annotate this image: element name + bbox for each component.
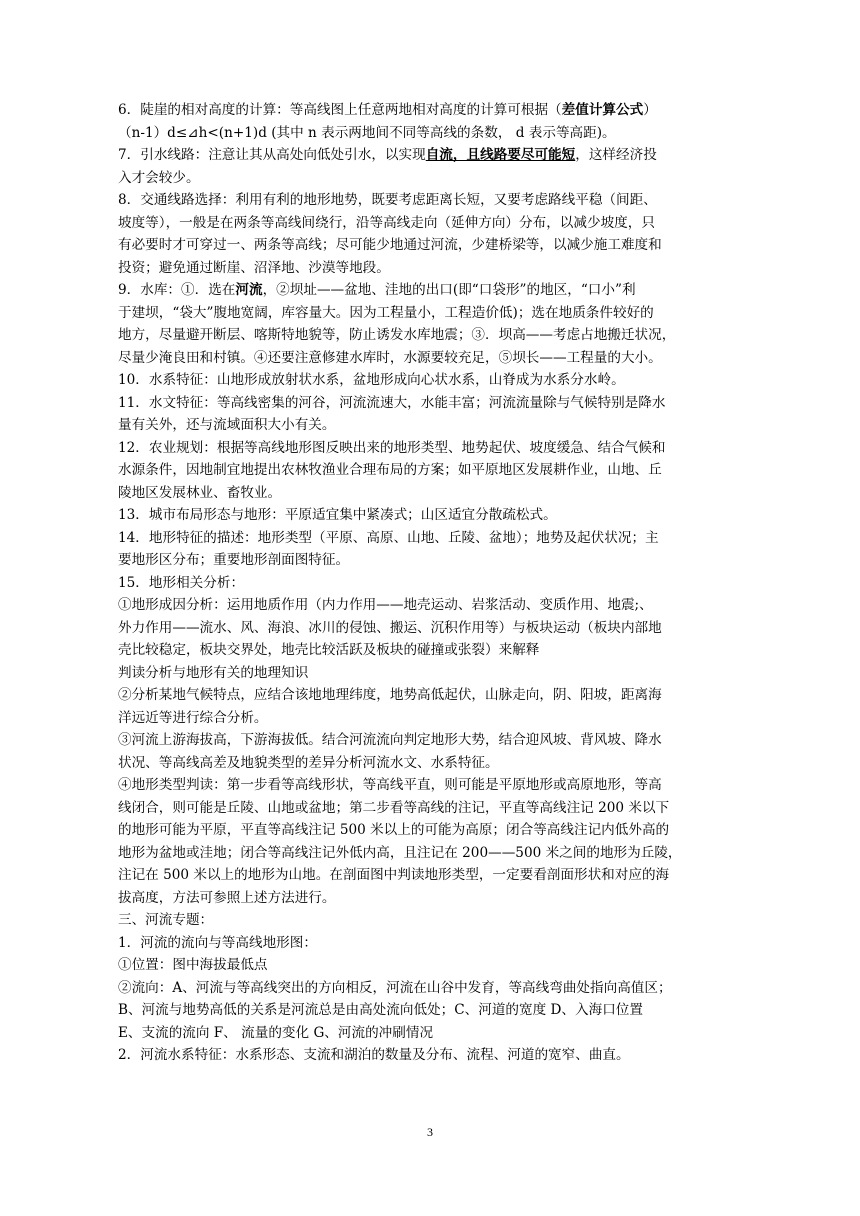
text-line — [118, 729, 736, 752]
text-segment: E、支流的流向 F、 流量的变化 G、河流的冲刷情况 — [118, 1024, 434, 1041]
document-body — [118, 99, 736, 1067]
text-segment: 三、河流专题： — [118, 912, 214, 928]
text-line — [118, 1022, 736, 1045]
text-line — [118, 977, 736, 1000]
text-line — [118, 369, 736, 392]
text-line — [118, 954, 736, 977]
text-line — [118, 459, 736, 482]
text-segment: 坡度等），一般是在两条等高线间绕行，沿等高线走向（延伸方向）分布，以减少坡度，只 — [118, 214, 655, 231]
text-line — [118, 819, 736, 842]
text-line — [118, 504, 736, 527]
text-segment: （n-1）d≤⊿h<(n+1)d (其中 n 表示两地间不同等高线的条数， d 表示等高距)。 — [118, 124, 616, 141]
text-segment: 地方，尽量避开断层、喀斯特地貌等，防止诱发水库地震；③．坝高——考虑占地搬迁状况， — [118, 327, 676, 343]
text-line — [118, 189, 736, 212]
text-line — [118, 684, 736, 707]
text-line — [118, 302, 736, 325]
text-line — [118, 842, 736, 865]
text-segment: 注记在 500 米以上的地形为山地。在剖面图中判读地形类型，一定要看剖面形状和对应的海 — [118, 867, 670, 883]
text-segment: 14．地形特征的描述：地形类型（平原、高原、山地、丘陵、盆地）；地势及起伏状况；主 — [118, 529, 659, 546]
text-line — [118, 864, 736, 887]
text-line — [118, 594, 736, 617]
text-line — [118, 662, 736, 685]
text-line — [118, 144, 736, 167]
text-segment: 状况、等高线高差及地貌类型的差异分析河流水文、水系特征。 — [118, 754, 499, 771]
text-line — [118, 527, 736, 550]
text-segment: 尽量少淹良田和村镇。④还要注意修建水库时，水源要较充足，⑤坝长——工程量的大小。 — [118, 349, 662, 366]
text-segment: 入才会较少。 — [118, 169, 200, 186]
text-segment: 有必要时才可穿过一、两条等高线；尽可能少地通过河流，少建桥梁等，以减少施工难度和 — [118, 237, 662, 253]
text-line — [118, 549, 736, 572]
emphasized-text: 自流，且线路要尽可能短 — [425, 147, 576, 163]
text-segment: 8．交通线路选择：利用有利的地形地势，既要考虑距离长短，又要考虑路线平稳（间距、 — [118, 192, 657, 208]
page-number: 3 — [427, 1125, 433, 1139]
text-segment: 2．河流水系特征：水系形态、支流和湖泊的数量及分布、流程、河道的宽窄、曲直。 — [118, 1047, 630, 1063]
text-line — [118, 324, 736, 347]
text-line — [118, 639, 736, 662]
text-segment: B、河流与地势高低的关系是河流总是由高处流向低处；C、河道的宽度 D、入海口位置 — [118, 1002, 643, 1018]
text-segment: ②流向：A、河流与等高线突出的方向相反，河流在山谷中发育，等高线弯曲处指向高值区； — [118, 979, 672, 996]
text-line — [118, 257, 736, 280]
text-line — [118, 932, 736, 955]
text-segment: ） — [643, 102, 657, 118]
text-segment: 要地形区分布；重要地形剖面图特征。 — [118, 552, 350, 568]
text-line — [118, 1044, 736, 1067]
text-line — [118, 167, 736, 190]
text-segment: 洋远近等进行综合分析。 — [118, 709, 268, 726]
text-segment: ①地形成因分析：运用地质作用（内力作用——地壳运动、岩浆活动、变质作用、地震;、 — [118, 597, 653, 613]
text-segment: ，②坝址——盆地、洼地的出口(即“口袋形”的地区，“口小”利 — [262, 282, 636, 298]
text-line — [118, 707, 736, 730]
text-line — [118, 234, 736, 257]
text-line — [118, 414, 736, 437]
text-segment: 陵地区发展林业、畜牧业。 — [118, 484, 282, 501]
text-segment: 线闭合，则可能是丘陵、山地或盆地；第二步看等高线的注记，平直等高线注记 200 米以下 — [118, 799, 670, 816]
text-line — [118, 999, 736, 1022]
text-line — [118, 797, 736, 820]
text-line — [118, 909, 736, 932]
text-segment: 13．城市布局形态与地形：平原适宜集中紧凑式；山区适宜分散疏松式。 — [118, 507, 557, 523]
text-line — [118, 617, 736, 640]
text-segment: 1．河流的流向与等高线地形图： — [118, 934, 317, 951]
text-segment: 壳比较稳定，板块交界处，地壳比较活跃及板块的碰撞或张裂）来解释 — [118, 642, 540, 658]
text-segment: 投资；避免通过断崖、沼泽地、沙漠等地段。 — [118, 259, 390, 276]
text-line — [118, 752, 736, 775]
text-line — [118, 99, 736, 122]
text-segment: ②分析某地气候特点，应结合该地地理纬度，地势高低起伏，山脉走向，阴、阳坡，距离海 — [118, 687, 662, 703]
text-line — [118, 572, 736, 595]
text-line — [118, 887, 736, 910]
text-line — [118, 212, 736, 235]
text-segment: ③河流上游海拔高，下游海拔低。结合河流流向判定地形大势，结合迎风坡、背风坡、降水 — [118, 732, 662, 748]
emphasized-text: 差值计算公式 — [561, 102, 644, 118]
text-segment: 10．水系特征：山地形成放射状水系，盆地形成向心状水系，山脊成为水系分水岭。 — [118, 372, 625, 388]
text-line — [118, 122, 736, 145]
text-segment: 量有关外，还与流域面积大小有关。 — [118, 417, 336, 433]
text-line — [118, 392, 736, 415]
text-segment: 9．水库：①．选在 — [118, 282, 236, 298]
text-segment: 7．引水线路：注意让其从高处向低处引水，以实现 — [118, 147, 426, 163]
text-line — [118, 437, 736, 460]
text-segment: 12．农业规划：根据等高线地形图反映出来的地形类型、地势起伏、坡度缓急、结合气候和 — [118, 439, 666, 456]
text-segment: 于建坝，“袋大”腹地宽阔，库容量大。因为工程量小，工程造价低)；选在地质条件较好的 — [118, 304, 654, 321]
text-segment: ，这样经济投 — [575, 147, 657, 163]
text-line — [118, 482, 736, 505]
text-segment: 水源条件，因地制宜地提出农林牧渔业合理布局的方案；如平原地区发展耕作业，山地、丘 — [118, 462, 662, 478]
text-segment: 6．陡崖的相对高度的计算：等高线图上任意两地相对高度的计算可根据（ — [118, 102, 562, 118]
text-segment: 外力作用——流水、风、海浪、冰川的侵蚀、搬运、沉积作用等）与板块运动（板块内部地 — [118, 619, 662, 636]
text-segment: ④地形类型判读：第一步看等高线形状，等高线平直，则可能是平原地形或高原地形，等高 — [118, 777, 662, 793]
text-segment: 地形为盆地或洼地；闭合等高线注记外低内高，且注记在 200——500 米之间的地形为丘陵， — [118, 844, 682, 861]
emphasized-text: 河流 — [235, 282, 263, 298]
text-line — [118, 774, 736, 797]
text-segment: 的地形可能为平原，平直等高线注记 500 米以上的可能为高原；闭合等高线注记内低外高的 — [118, 822, 670, 838]
text-segment: 15．地形相关分析： — [118, 574, 245, 591]
text-segment: 拔高度，方法可参照上述方法进行。 — [118, 889, 336, 906]
text-line — [118, 279, 736, 302]
text-line — [118, 347, 736, 370]
text-segment: ①位置：图中海拔最低点 — [118, 957, 268, 973]
text-segment: 11．水文特征：等高线密集的河谷，河流流速大，水能丰富；河流流量除与气候特别是降水 — [118, 394, 666, 411]
text-segment: 判读分析与地形有关的地理知识 — [118, 664, 309, 681]
